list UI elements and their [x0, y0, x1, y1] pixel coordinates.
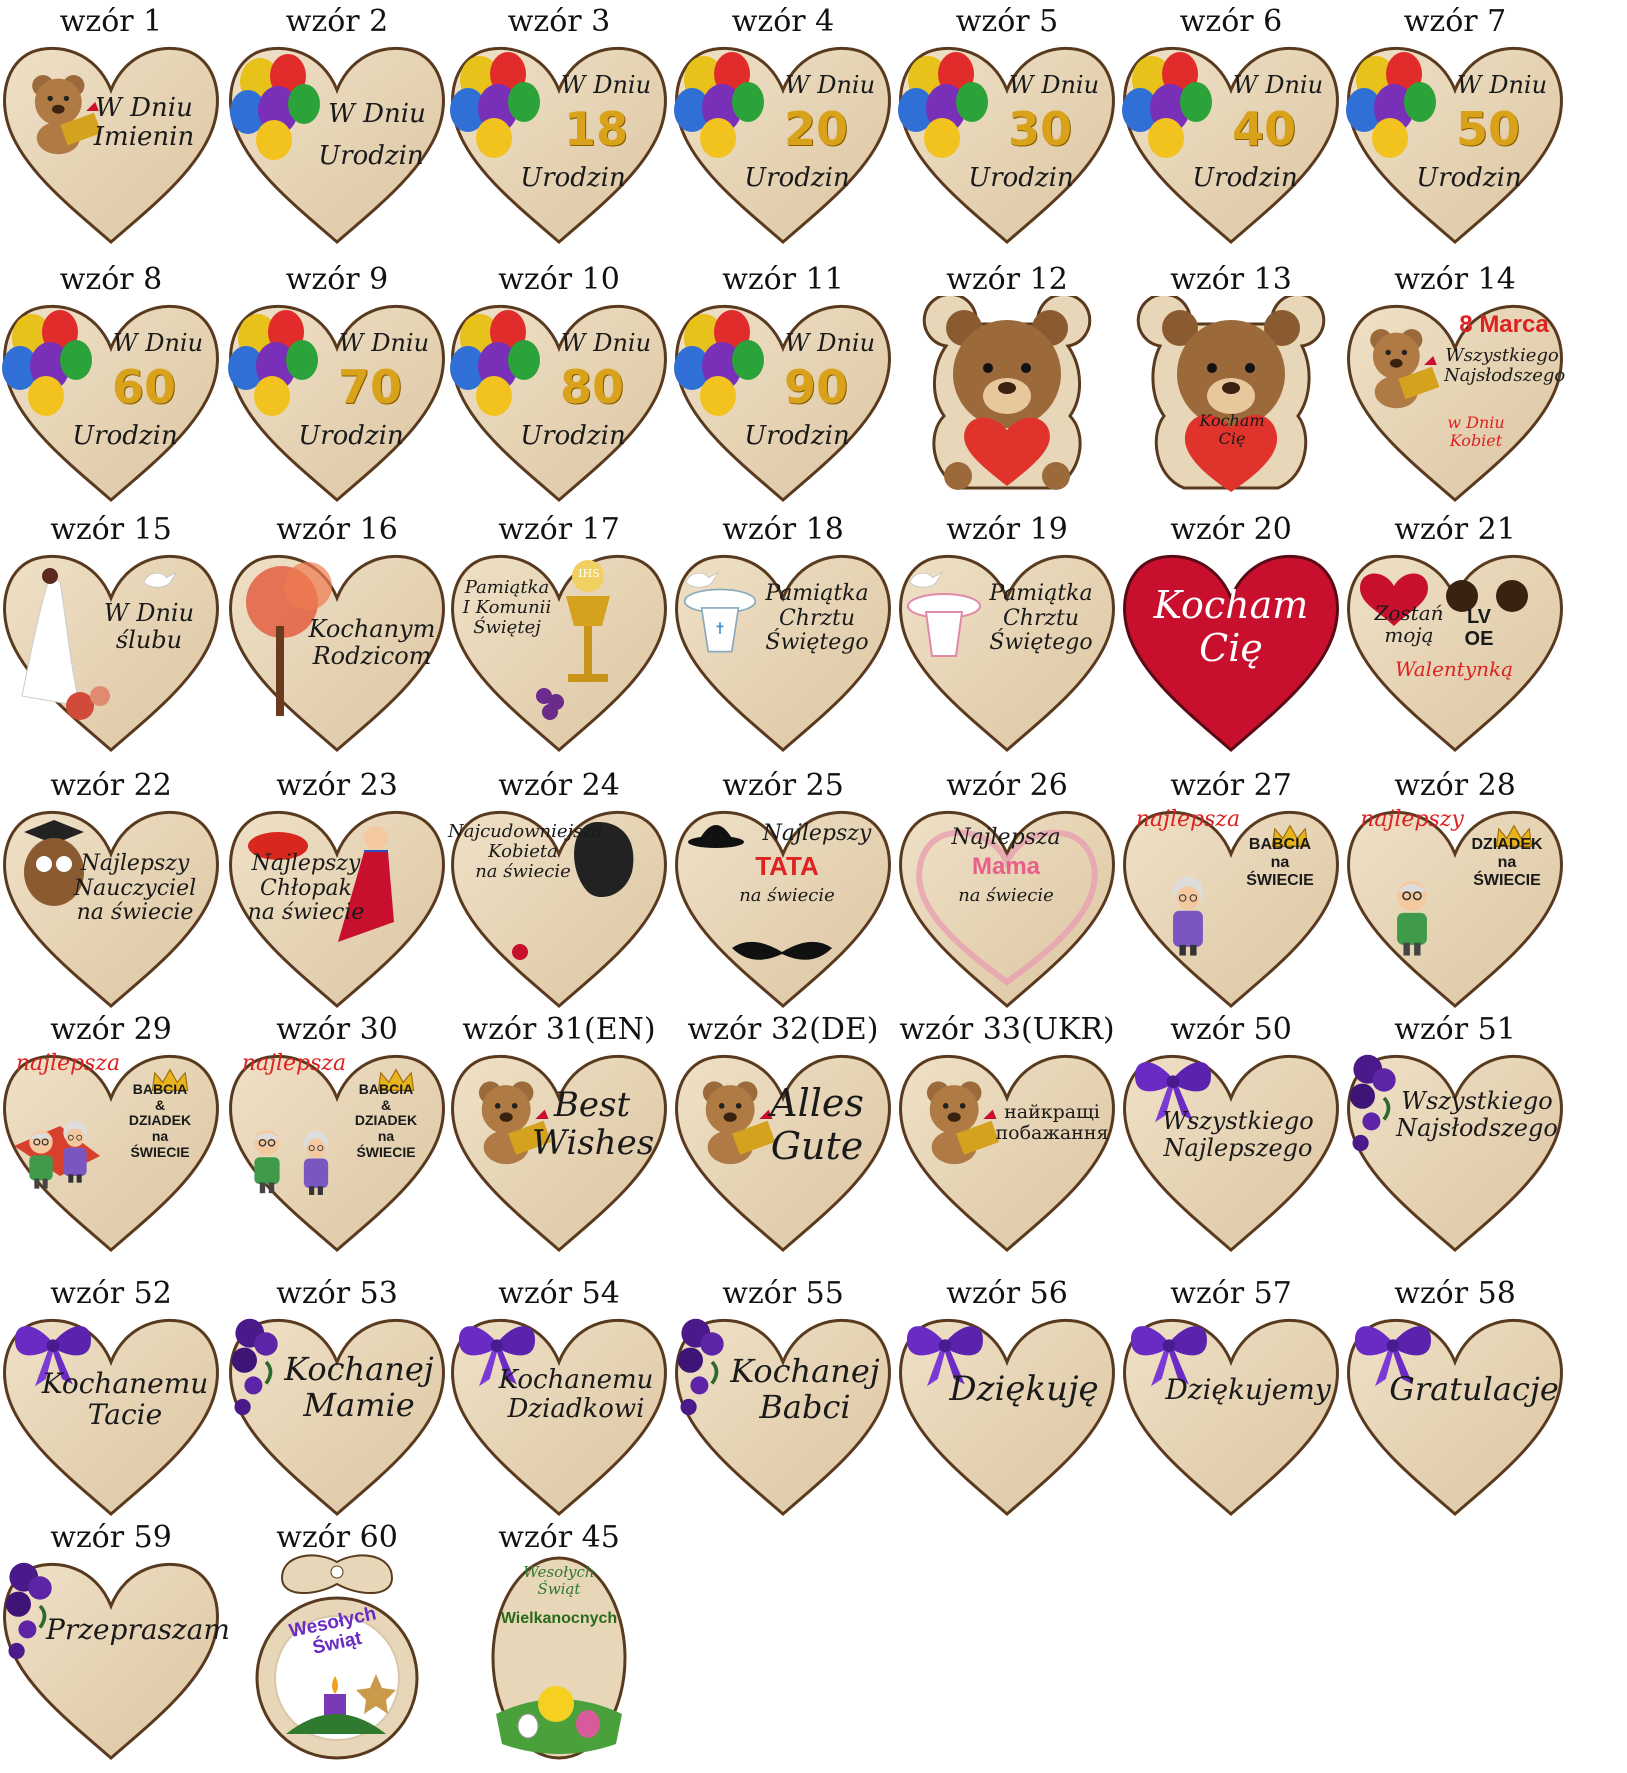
- ihs-text: IHS: [578, 567, 600, 580]
- design-label: wzór 60: [276, 1520, 398, 1555]
- plaque-text: BABCIA & DZIADEK na ŚWIECIE: [354, 1081, 418, 1160]
- heart-plaque: [0, 1554, 230, 1760]
- design-label: wzór 16: [276, 512, 398, 547]
- heart-plaque: [226, 296, 448, 502]
- plaque-text: Urodzin: [72, 421, 178, 451]
- plaque-text: найкращі побажання: [995, 1101, 1109, 1145]
- heart-plaque: [448, 38, 670, 244]
- plaque-text: najlepsza: [15, 1051, 121, 1076]
- design-label: wzór 32(DE): [687, 1012, 879, 1047]
- heart-plaque: [1344, 1046, 1566, 1252]
- plaque-text: Przepraszam: [46, 1613, 230, 1646]
- heart-plaque: [1344, 38, 1566, 244]
- design-label: wzór 2: [285, 4, 389, 39]
- design-label: wzór 5: [955, 4, 1059, 39]
- design-label: wzór 51: [1394, 1012, 1516, 1047]
- plaque-text: Wesołych Świąt: [287, 1603, 379, 1659]
- age-number: 40: [1232, 102, 1297, 156]
- heart-plaque: [672, 38, 894, 244]
- plaque-text: W Dniu Imienin: [93, 93, 195, 153]
- design-label: wzór 59: [50, 1520, 172, 1555]
- plaque-text: Najcudowniejsza Kobieta na świecie: [448, 821, 603, 883]
- design-label: wzór 54: [498, 1276, 620, 1311]
- design-label: wzór 7: [1403, 4, 1507, 39]
- plaque-text: W Dniu: [784, 329, 876, 357]
- plaque-text: W Dniu ślubu: [103, 599, 195, 654]
- plaque-text: TATA: [755, 851, 819, 881]
- design-label: wzór 17: [498, 512, 620, 547]
- design-label: wzór 18: [722, 512, 844, 547]
- plaque-text: Najlepsza: [951, 825, 1061, 850]
- design-label: wzór 21: [1394, 512, 1516, 547]
- plaque-text: w Dniu Kobiet: [1447, 413, 1505, 450]
- heart-plaque: [896, 38, 1118, 244]
- plaque-text: Pamiątka I Komunii Świętej: [462, 577, 552, 639]
- plaque-text: Pamiątka Chrztu Świętego: [989, 581, 1093, 656]
- heart-plaque: [448, 296, 670, 502]
- plaque-text: Urodzin: [318, 141, 424, 171]
- plaque-text: Kochanej Mamie: [284, 1350, 434, 1424]
- plaque-text: 8 Marca: [1459, 311, 1549, 338]
- plaque-text: W Dniu: [784, 71, 876, 99]
- heart-plaque: [1120, 38, 1342, 244]
- plaque-text: Kochanemu Tacie: [41, 1367, 209, 1432]
- heart-plaque: [896, 1310, 1118, 1516]
- heart-plaque: [1120, 802, 1342, 1008]
- design-label: wzór 12: [946, 262, 1068, 297]
- heart-plaque: [672, 296, 894, 502]
- plaque-text: najlepsza: [1135, 807, 1241, 832]
- age-number: 70: [338, 360, 403, 414]
- heart-plaque: [1344, 1310, 1566, 1516]
- plaque-text: Urodzin: [298, 421, 404, 451]
- plaque-text: W Dniu: [328, 99, 426, 129]
- plaque-text: Urodzin: [744, 421, 850, 451]
- design-label: wzór 58: [1394, 1276, 1516, 1311]
- plaque-text: Wszystkiego Najsłodszego: [1444, 345, 1566, 387]
- design-label: wzór 57: [1170, 1276, 1292, 1311]
- plaque-text: Urodzin: [1416, 163, 1522, 193]
- plaque-text: Pamiątka Chrztu Świętego: [765, 581, 869, 656]
- design-label: wzór 29: [50, 1012, 172, 1047]
- design-label: wzór 1: [59, 4, 163, 39]
- plaque-text: Urodzin: [1192, 163, 1298, 193]
- design-label: wzór 31(EN): [462, 1012, 656, 1047]
- heart-plaque: [0, 296, 222, 502]
- plaque-text: Urodzin: [744, 163, 850, 193]
- design-label: wzór 22: [50, 768, 172, 803]
- design-label: wzór 10: [498, 262, 620, 297]
- plaque-text: BABCIA na ŚWIECIE: [1246, 836, 1314, 889]
- design-label: wzór 52: [50, 1276, 172, 1311]
- plaque-text: Dziękujemy: [1165, 1373, 1331, 1406]
- plaque-text: Najlepszy Nauczyciel na świecie: [73, 851, 197, 926]
- design-label: wzór 53: [276, 1276, 398, 1311]
- plaque-text: Urodzin: [968, 163, 1074, 193]
- plaque-text: Wszystkiego Najsłodszego: [1396, 1087, 1558, 1142]
- age-number: 20: [784, 102, 849, 156]
- plaque-text: Wielkanocnych: [500, 1610, 618, 1627]
- design-label: wzór 15: [50, 512, 172, 547]
- plaque-text: Urodzin: [520, 163, 626, 193]
- plaque-text: W Dniu: [560, 71, 652, 99]
- heart-plaque: [896, 1046, 1118, 1252]
- design-label: wzór 55: [722, 1276, 844, 1311]
- heart-plaque: [1344, 802, 1566, 1008]
- plaque-text: Alles Gute: [770, 1081, 864, 1168]
- plaque-text: Mama: [971, 853, 1041, 880]
- design-label: wzór 30: [276, 1012, 398, 1047]
- design-label: wzór 26: [946, 768, 1068, 803]
- design-label: wzór 24: [498, 768, 620, 803]
- design-label: wzór 11: [722, 262, 844, 297]
- age-number: 18: [564, 102, 629, 156]
- plaque-text: Wesołych Świąt: [523, 1563, 595, 1598]
- plaque-text: Gratulacje: [1389, 1370, 1559, 1408]
- age-number: 90: [784, 360, 849, 414]
- design-label: wzór 4: [731, 4, 835, 39]
- plaque-text: Kochanej Babci: [730, 1352, 880, 1426]
- plaque-text: Najlepszy Chłopak na świecie: [247, 851, 365, 926]
- age-number: 60: [112, 360, 177, 414]
- age-number: 30: [1008, 102, 1073, 156]
- design-label: wzór 28: [1394, 768, 1516, 803]
- plaque-text: najlepsza: [241, 1051, 347, 1076]
- plaque-text: W Dniu: [112, 329, 204, 357]
- plaque-text: Wszystkiego Najlepszego: [1162, 1107, 1314, 1162]
- plaque-text: W Dniu: [560, 329, 652, 357]
- plaque-text: W Dniu: [338, 329, 430, 357]
- plaque-text: Zostań moją: [1374, 601, 1444, 648]
- design-label: wzór 23: [276, 768, 398, 803]
- plaque-text: Dziękuję: [949, 1369, 1099, 1409]
- design-label: wzór 8: [59, 262, 163, 297]
- plaque-text: Best Wishes: [532, 1085, 655, 1164]
- plaque-text: Urodzin: [520, 421, 626, 451]
- ornament-plaque: [226, 1554, 448, 1760]
- plaque-text: Walentynką: [1394, 657, 1514, 681]
- plaque-text: Kochanemu Dziadkowi: [498, 1365, 654, 1425]
- plaque-text: DZIADEK na ŚWIECIE: [1471, 836, 1543, 889]
- plaque-text: Kochanym Rodzicom: [308, 615, 436, 670]
- design-label: wzór 33(UKR): [899, 1012, 1115, 1047]
- plaque-text: W Dniu: [1456, 71, 1548, 99]
- design-label: wzór 45: [498, 1520, 620, 1555]
- plaque-text: na świecie: [739, 885, 835, 906]
- plaque-text: W Dniu: [1008, 71, 1100, 99]
- design-label: wzór 6: [1179, 4, 1283, 39]
- design-label: wzór 14: [1394, 262, 1516, 297]
- plaque-text: Kocham Cię: [1199, 411, 1265, 448]
- heart-plaque: [1120, 1310, 1342, 1516]
- design-label: wzór 19: [946, 512, 1068, 547]
- plaque-text: Najlepszy: [762, 821, 872, 846]
- design-label: wzór 27: [1170, 768, 1292, 803]
- design-label: wzór 9: [285, 262, 389, 297]
- plaque-text: najlepszy: [1360, 807, 1464, 832]
- plaque-text: W Dniu: [1232, 71, 1324, 99]
- plaque-text: Kocham Cię: [1153, 583, 1309, 670]
- design-label: wzór 13: [1170, 262, 1292, 297]
- design-label: wzór 25: [722, 768, 844, 803]
- design-label: wzór 20: [1170, 512, 1292, 547]
- plaque-text: LV OE: [1464, 606, 1494, 651]
- design-label: wzór 56: [946, 1276, 1068, 1311]
- design-label: wzór 50: [1170, 1012, 1292, 1047]
- plaque-text: BABCIA & DZIADEK na ŚWIECIE: [128, 1081, 192, 1160]
- age-number: 80: [560, 360, 625, 414]
- age-number: 50: [1456, 102, 1521, 156]
- plaque-text: na świecie: [958, 885, 1054, 906]
- teddy-bear-plaque: [1120, 296, 1342, 502]
- teddy-bear-plaque: [896, 296, 1118, 502]
- design-label: wzór 3: [507, 4, 611, 39]
